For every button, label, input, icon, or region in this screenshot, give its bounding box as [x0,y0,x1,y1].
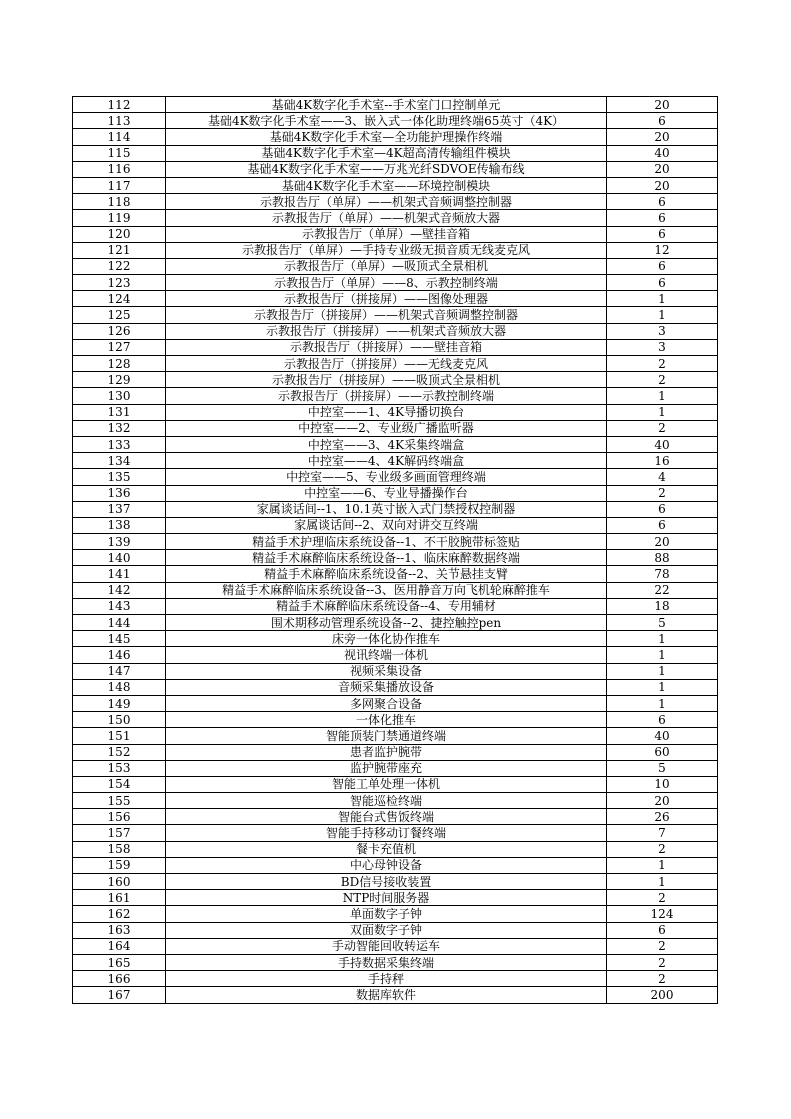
row-number-cell: 161 [73,890,166,906]
row-number-cell: 116 [73,161,166,177]
equipment-table [72,96,718,1004]
item-name-cell: 中控室——2、专业级广播监听器 [166,420,607,436]
row-number-cell: 137 [73,501,166,517]
quantity-cell: 78 [607,566,718,582]
item-name-cell: 围术期移动管理系统设备--2、捷控触控pen [166,615,607,631]
quantity-cell: 6 [607,258,718,274]
item-name-cell: 音频采集播放设备 [166,679,607,695]
equipment-table-body [73,97,718,1004]
table-row [73,404,718,420]
table-row [73,113,718,129]
quantity-cell: 20 [607,793,718,809]
table-row [73,631,718,647]
table-row [73,177,718,193]
row-number-cell: 139 [73,534,166,550]
quantity-cell: 200 [607,987,718,1003]
table-row [73,760,718,776]
item-name-cell: 示教报告厅（拼接屏）——吸顶式全景相机 [166,372,607,388]
quantity-cell: 20 [607,161,718,177]
equipment-list-sheet [72,96,718,1004]
quantity-cell: 40 [607,145,718,161]
table-row [73,97,718,113]
quantity-cell: 12 [607,242,718,258]
quantity-cell: 4 [607,469,718,485]
quantity-cell: 5 [607,760,718,776]
item-name-cell: 精益手术麻醉临床系统设备--4、专用辅材 [166,598,607,614]
quantity-cell: 20 [607,177,718,193]
table-row [73,954,718,970]
table-row [73,841,718,857]
quantity-cell: 1 [607,291,718,307]
item-name-cell: 家属谈话间--2、双向对讲交互终端 [166,517,607,533]
quantity-cell: 2 [607,938,718,954]
table-row [73,501,718,517]
row-number-cell: 160 [73,874,166,890]
quantity-cell: 1 [607,695,718,711]
quantity-cell: 3 [607,323,718,339]
table-row [73,938,718,954]
item-name-cell: 家属谈话间--1、10.1英寸嵌入式门禁授权控制器 [166,501,607,517]
row-number-cell: 166 [73,971,166,987]
table-row [73,793,718,809]
quantity-cell: 60 [607,744,718,760]
table-row [73,339,718,355]
item-name-cell: 中控室——1、4K导播切换台 [166,404,607,420]
table-row [73,517,718,533]
item-name-cell: 示教报告厅（单屏）——8、示教控制终端 [166,275,607,291]
table-row [73,453,718,469]
item-name-cell: 示教报告厅（单屏）——机架式音频放大器 [166,210,607,226]
table-row [73,145,718,161]
item-name-cell: 餐卡充值机 [166,841,607,857]
table-row [73,712,718,728]
row-number-cell: 132 [73,420,166,436]
quantity-cell: 6 [607,226,718,242]
row-number-cell: 121 [73,242,166,258]
table-row [73,291,718,307]
table-row [73,647,718,663]
quantity-cell: 6 [607,194,718,210]
table-row [73,566,718,582]
row-number-cell: 150 [73,712,166,728]
table-row [73,161,718,177]
item-name-cell: 一体化推车 [166,712,607,728]
quantity-cell: 10 [607,776,718,792]
item-name-cell: 双面数字子钟 [166,922,607,938]
table-row [73,129,718,145]
row-number-cell: 148 [73,679,166,695]
quantity-cell: 1 [607,874,718,890]
table-row [73,582,718,598]
row-number-cell: 117 [73,177,166,193]
row-number-cell: 153 [73,760,166,776]
quantity-cell: 2 [607,420,718,436]
item-name-cell: 智能顶装门禁通道终端 [166,728,607,744]
table-row [73,356,718,372]
row-number-cell: 122 [73,258,166,274]
quantity-cell: 6 [607,922,718,938]
row-number-cell: 135 [73,469,166,485]
row-number-cell: 149 [73,695,166,711]
table-row [73,728,718,744]
row-number-cell: 127 [73,339,166,355]
item-name-cell: 智能工单处理一体机 [166,776,607,792]
quantity-cell: 6 [607,501,718,517]
quantity-cell: 22 [607,582,718,598]
table-row [73,242,718,258]
quantity-cell: 1 [607,404,718,420]
item-name-cell: 数据库软件 [166,987,607,1003]
item-name-cell: NTP时间服务器 [166,890,607,906]
row-number-cell: 145 [73,631,166,647]
item-name-cell: 床旁一体化协作推车 [166,631,607,647]
table-row [73,550,718,566]
quantity-cell: 3 [607,339,718,355]
table-row [73,744,718,760]
item-name-cell: 单面数字子钟 [166,906,607,922]
quantity-cell: 2 [607,485,718,501]
table-row [73,825,718,841]
table-row [73,874,718,890]
item-name-cell: 患者监护腕带 [166,744,607,760]
item-name-cell: 精益手术麻醉临床系统设备--1、临床麻醉数据终端 [166,550,607,566]
quantity-cell: 20 [607,534,718,550]
table-row [73,420,718,436]
item-name-cell: 基础4K数字化手术室——环境控制模块 [166,177,607,193]
item-name-cell: 示教报告厅（拼接屏）——图像处理器 [166,291,607,307]
item-name-cell: 示教报告厅（拼接屏）——壁挂音箱 [166,339,607,355]
quantity-cell: 2 [607,372,718,388]
table-row [73,695,718,711]
row-number-cell: 147 [73,663,166,679]
table-row [73,307,718,323]
item-name-cell: 中控室——4、4K解码终端盒 [166,453,607,469]
row-number-cell: 129 [73,372,166,388]
quantity-cell: 18 [607,598,718,614]
quantity-cell: 6 [607,210,718,226]
quantity-cell: 2 [607,890,718,906]
table-row [73,469,718,485]
quantity-cell: 2 [607,841,718,857]
row-number-cell: 162 [73,906,166,922]
quantity-cell: 1 [607,647,718,663]
item-name-cell: 中控室——6、专业导播操作台 [166,485,607,501]
item-name-cell: 基础4K数字化手术室—全功能护理操作终端 [166,129,607,145]
row-number-cell: 112 [73,97,166,113]
row-number-cell: 134 [73,453,166,469]
quantity-cell: 26 [607,809,718,825]
item-name-cell: 手动智能回收转运车 [166,938,607,954]
row-number-cell: 165 [73,954,166,970]
quantity-cell: 88 [607,550,718,566]
item-name-cell: 智能手持移动订餐终端 [166,825,607,841]
row-number-cell: 130 [73,388,166,404]
item-name-cell: 智能台式售饭终端 [166,809,607,825]
quantity-cell: 7 [607,825,718,841]
table-row [73,679,718,695]
item-name-cell: 示教报告厅（单屏）——机架式音频调整控制器 [166,194,607,210]
row-number-cell: 113 [73,113,166,129]
quantity-cell: 20 [607,129,718,145]
row-number-cell: 164 [73,938,166,954]
table-row [73,323,718,339]
item-name-cell: 视讯终端一体机 [166,647,607,663]
table-row [73,663,718,679]
table-row [73,971,718,987]
table-row [73,987,718,1003]
row-number-cell: 115 [73,145,166,161]
row-number-cell: 155 [73,793,166,809]
row-number-cell: 118 [73,194,166,210]
row-number-cell: 119 [73,210,166,226]
row-number-cell: 124 [73,291,166,307]
quantity-cell: 2 [607,954,718,970]
item-name-cell: 精益手术麻醉临床系统设备--2、关节悬挂支臂 [166,566,607,582]
quantity-cell: 1 [607,679,718,695]
quantity-cell: 1 [607,631,718,647]
row-number-cell: 143 [73,598,166,614]
quantity-cell: 1 [607,663,718,679]
row-number-cell: 133 [73,436,166,452]
quantity-cell: 1 [607,388,718,404]
item-name-cell: 视频采集设备 [166,663,607,679]
row-number-cell: 146 [73,647,166,663]
item-name-cell: 示教报告厅（单屏）—吸顶式全景相机 [166,258,607,274]
table-row [73,388,718,404]
item-name-cell: 手持秤 [166,971,607,987]
table-row [73,857,718,873]
table-row [73,372,718,388]
quantity-cell: 5 [607,615,718,631]
row-number-cell: 141 [73,566,166,582]
row-number-cell: 167 [73,987,166,1003]
quantity-cell: 1 [607,857,718,873]
quantity-cell: 6 [607,517,718,533]
item-name-cell: 中控室——3、4K采集终端盒 [166,436,607,452]
row-number-cell: 131 [73,404,166,420]
row-number-cell: 144 [73,615,166,631]
item-name-cell: 手持数据采集终端 [166,954,607,970]
item-name-cell: 多网聚合设备 [166,695,607,711]
row-number-cell: 140 [73,550,166,566]
table-row [73,275,718,291]
table-row [73,598,718,614]
item-name-cell: 精益手术护理临床系统设备--1、不干胶腕带标签贴 [166,534,607,550]
item-name-cell: 基础4K数字化手术室——3、嵌入式一体化助理终端65英寸（4K） [166,113,607,129]
row-number-cell: 123 [73,275,166,291]
item-name-cell: 监护腕带座充 [166,760,607,776]
row-number-cell: 156 [73,809,166,825]
quantity-cell: 2 [607,971,718,987]
quantity-cell: 20 [607,97,718,113]
quantity-cell: 16 [607,453,718,469]
table-row [73,210,718,226]
item-name-cell: 基础4K数字化手术室—4K超高清传输组件模块 [166,145,607,161]
row-number-cell: 158 [73,841,166,857]
row-number-cell: 151 [73,728,166,744]
item-name-cell: 示教报告厅（拼接屏）——无线麦克风 [166,356,607,372]
item-name-cell: 中心母钟设备 [166,857,607,873]
item-name-cell: 示教报告厅（拼接屏）——示教控制终端 [166,388,607,404]
item-name-cell: 示教报告厅（拼接屏）——机架式音频放大器 [166,323,607,339]
item-name-cell: 中控室——5、专业级多画面管理终端 [166,469,607,485]
quantity-cell: 40 [607,436,718,452]
row-number-cell: 152 [73,744,166,760]
table-row [73,485,718,501]
table-row [73,906,718,922]
table-row [73,258,718,274]
row-number-cell: 157 [73,825,166,841]
table-row [73,226,718,242]
table-row [73,534,718,550]
item-name-cell: 基础4K数字化手术室——万兆光纤SDVOE传输布线 [166,161,607,177]
quantity-cell: 40 [607,728,718,744]
row-number-cell: 120 [73,226,166,242]
table-row [73,922,718,938]
item-name-cell: 精益手术麻醉临床系统设备--3、医用静音万向飞机轮麻醉推车 [166,582,607,598]
row-number-cell: 138 [73,517,166,533]
quantity-cell: 124 [607,906,718,922]
table-row [73,890,718,906]
quantity-cell: 6 [607,275,718,291]
table-row [73,809,718,825]
row-number-cell: 114 [73,129,166,145]
table-row [73,194,718,210]
item-name-cell: 示教报告厅（单屏）—手持专业级无损音质无线麦克风 [166,242,607,258]
quantity-cell: 6 [607,712,718,728]
item-name-cell: BD信号接收装置 [166,874,607,890]
row-number-cell: 126 [73,323,166,339]
item-name-cell: 示教报告厅（拼接屏）——机架式音频调整控制器 [166,307,607,323]
item-name-cell: 示教报告厅（单屏）—壁挂音箱 [166,226,607,242]
item-name-cell: 智能巡检终端 [166,793,607,809]
row-number-cell: 128 [73,356,166,372]
row-number-cell: 125 [73,307,166,323]
quantity-cell: 6 [607,113,718,129]
table-row [73,436,718,452]
row-number-cell: 159 [73,857,166,873]
row-number-cell: 163 [73,922,166,938]
quantity-cell: 1 [607,307,718,323]
row-number-cell: 142 [73,582,166,598]
row-number-cell: 154 [73,776,166,792]
row-number-cell: 136 [73,485,166,501]
item-name-cell: 基础4K数字化手术室--手术室门口控制单元 [166,97,607,113]
table-row [73,615,718,631]
table-row [73,776,718,792]
quantity-cell: 2 [607,356,718,372]
